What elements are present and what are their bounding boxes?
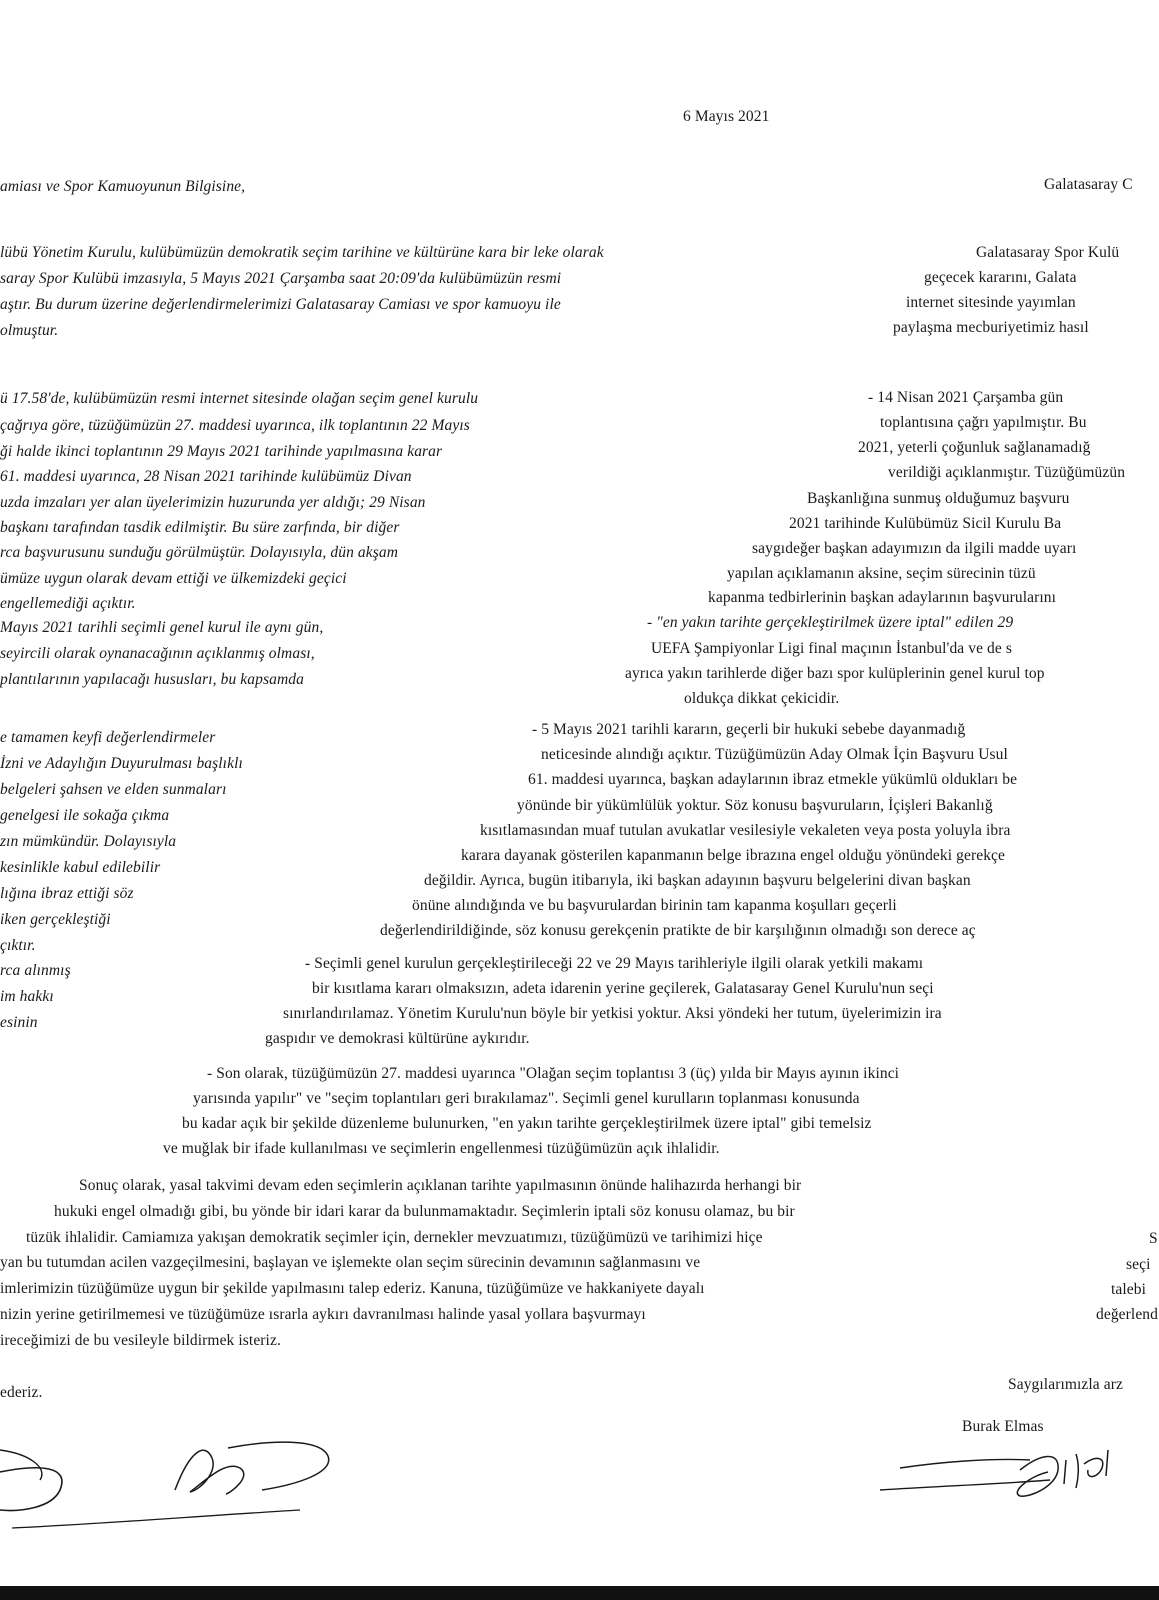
text-line: ümüze uygun olarak devam ettiği ve ülkemizdeki geçici: [0, 570, 347, 587]
text-line: yarısında yapılır" ve "seçim toplantıları geri bırakılamaz". Seçimli genel kurulların toplanması konusunda: [193, 1090, 860, 1107]
text-line: tüzük ihlalidir. Camiamıza yakışan demokratik seçimler için, dernekler mevzuatımızı, tüzüğümüzü ve tarihimizi hiçe: [26, 1229, 763, 1246]
text-line: seyircili olarak oynanacağının açıklanmış olması,: [0, 645, 315, 662]
text-line: seçi: [1126, 1256, 1151, 1273]
text-line: bir kısıtlama kararı olmaksızın, adeta idarenin yerine geçilerek, Galatasaray Genel Kurulu'nun seçi: [312, 980, 934, 997]
text-line: yan bu tutumdan acilen vazgeçilmesini, başlayan ve işlemekte olan seçim sürecinin devamının sağlanmasını ve: [0, 1254, 701, 1271]
text-line: ireceğimizi de bu vesileyle bildirmek isteriz.: [0, 1332, 281, 1349]
text-line: - Seçimli genel kurulun gerçekleştirileceği 22 ve 29 Mayıs tarihleriyle ilgili olarak yetkili makamı: [305, 955, 924, 972]
text-line: ği halde ikinci toplantının 29 Mayıs 2021 tarihinde yapılmasına karar: [0, 443, 443, 460]
text-line: gaspıdır ve demokrasi kültürüne aykırıdır.: [265, 1030, 530, 1047]
text-line: değerlendirildiğinde, söz konusu gerekçenin pratikte de bir karşılığının olmadığı son derece aç: [380, 922, 976, 939]
text-line: başkanı tarafından tasdik edilmiştir. Bu süre zarfında, bir diğer: [0, 519, 400, 536]
text-line: - Son olarak, tüzüğümüzün 27. maddesi uyarınca "Olağan seçim toplantısı 3 (üç) yılda bir Mayıs ayının ikinci: [207, 1065, 900, 1082]
text-line: rca başvurusunu sunduğu görülmüştür. Dolayısıyla, dün akşam: [0, 544, 398, 561]
text-line: oldukça dikkat çekicidir.: [684, 690, 840, 707]
text-line: uzda imzaları yer alan üyelerimizin huzurunda yer aldığı; 29 Nisan: [0, 494, 426, 511]
text-line: 61. maddesi uyarınca, başkan adaylarının ibraz etmekle yükümlü oldukları be: [528, 771, 1018, 788]
text-line: ayrıca yakın tarihlerde diğer bazı spor kulüplerinin genel kurul top: [625, 665, 1045, 682]
text-line: - 14 Nisan 2021 Çarşamba gün: [868, 389, 1064, 406]
text-line: değerlend: [1096, 1306, 1159, 1323]
text-line: im hakkı: [0, 988, 54, 1005]
text-line: imlerimizin tüzüğümüze uygun bir şekilde yapılmasını talep ederiz. Kanuna, tüzüğümüze ve hakkaniyete dayalı: [0, 1280, 705, 1297]
right-signature-image: [880, 1440, 1159, 1510]
text-line: engellemediği açıktır.: [0, 595, 136, 612]
text-line: ü 17.58'de, kulübümüzün resmi internet sitesinde olağan seçim genel kurulu: [0, 390, 479, 407]
text-line: plantılarının yapılacağı hususları, bu kapsamda: [0, 671, 304, 688]
text-line: kısıtlamasından muaf tutulan avukatlar vesilesiyle vekaleten veya posta yoluyla ibra: [480, 822, 1011, 839]
text-line: verildiği açıklanmıştır. Tüzüğümüzün: [888, 464, 1126, 481]
text-line: karara dayanak gösterilen kapanmanın belge ibrazına engel olduğu yönündeki gerekçe: [461, 847, 1006, 864]
text-line: olmuştur.: [0, 322, 59, 339]
salutation-right: Galatasaray C: [1044, 176, 1133, 193]
text-line: - "en yakın tarihte gerçekleştirilmek üzere iptal" edilen 29: [647, 614, 1014, 631]
text-line: 2021 tarihinde Kulübümüz Sicil Kurulu Ba: [789, 515, 1062, 532]
text-line: genelgesi ile sokağa çıkma: [0, 807, 170, 824]
text-line: sınırlandırılamaz. Yönetim Kurulu'nun böyle bir yetkisi yoktur. Aksi yöndeki her tutum, üyelerimizin ira: [283, 1005, 942, 1022]
text-line: kapanma tedbirlerinin başkan adaylarının başvurularını: [708, 589, 1057, 606]
text-line: bu kadar açık bir şekilde düzenleme bulunurken, "en yakın tarihte gerçekleştirilmek üzere iptal" gibi temelsiz: [182, 1115, 872, 1132]
text-line: Başkanlığına sunmuş olduğumuz başvuru: [807, 490, 1070, 507]
text-line: çıktır.: [0, 937, 36, 954]
text-line: S: [1149, 1230, 1158, 1247]
text-line: belgeleri şahsen ve elden sunmaları: [0, 781, 227, 798]
text-line: lübü Yönetim Kurulu, kulübümüzün demokratik seçim tarihine ve kültürüne kara bir leke olarak: [0, 244, 604, 261]
text-line: lığına ibraz ettiği söz: [0, 885, 134, 902]
text-line: talebi: [1111, 1281, 1147, 1298]
text-line: geçecek kararını, Galata: [924, 269, 1077, 286]
text-line: esinin: [0, 1014, 38, 1031]
text-line: Galatasaray Spor Kulü: [976, 244, 1120, 261]
left-signature-image: [0, 1420, 340, 1540]
text-line: paylaşma mecburiyetimiz hasıl: [893, 319, 1089, 336]
text-line: yönünde bir yükümlülük yoktur. Söz konusu başvuruların, İçişleri Bakanlığ: [517, 797, 993, 814]
text-line: e tamamen keyfi değerlendirmeler: [0, 729, 216, 746]
text-line: çağrıya göre, tüzüğümüzün 27. maddesi uyarınca, ilk toplantının 22 Mayıs: [0, 417, 470, 434]
text-line: yapılan açıklamanın aksine, seçim sürecinin tüzü: [727, 565, 1036, 582]
text-line: saygıdeğer başkan adayımızın da ilgili madde uyarı: [752, 540, 1077, 557]
text-line: zın mümkündür. Dolayısıyla: [0, 833, 177, 850]
text-line: rca alınmış: [0, 962, 71, 979]
scan-bottom-edge: [0, 1586, 1159, 1600]
salutation-left: amiası ve Spor Kamuoyunun Bilgisine,: [0, 178, 246, 195]
text-line: internet sitesinde yayımlan: [906, 294, 1076, 311]
text-line: UEFA Şampiyonlar Ligi final maçının İstanbul'da ve de s: [651, 640, 1012, 657]
text-line: Sonuç olarak, yasal takvimi devam eden seçimlerin açıklanan tarihte yapılmasının önünde halihazırda herhangi bir: [79, 1177, 802, 1194]
text-line: - 5 Mayıs 2021 tarihli kararın, geçerli bir hukuki sebebe dayanmadığ: [532, 721, 966, 738]
text-line: hukuki engel olmadığı gibi, bu yönde bir idari karar da bulunmamaktadır. Seçimlerin iptali söz konusu olamaz, bu bir: [54, 1203, 795, 1220]
closing-left: ederiz.: [0, 1384, 43, 1401]
text-line: aştır. Bu durum üzerine değerlendirmelerimizi Galatasaray Camiası ve spor kamuoyu ile: [0, 296, 561, 313]
text-line: kesinlikle kabul edilebilir: [0, 859, 161, 876]
text-line: saray Spor Kulübü imzasıyla, 5 Mayıs 2021 Çarşamba saat 20:09'da kulübümüzün resmi: [0, 270, 562, 287]
closing-right: Saygılarımızla arz: [1008, 1376, 1123, 1393]
text-line: neticesinde alındığı açıktır. Tüzüğümüzün Aday Olmak İçin Başvuru Usul: [541, 746, 1008, 763]
text-line: Mayıs 2021 tarihli seçimli genel kurul ile aynı gün,: [0, 619, 324, 636]
signer-name: Burak Elmas: [962, 1418, 1044, 1435]
text-line: İzni ve Adaylığın Duyurulması başlıklı: [0, 755, 243, 772]
text-line: toplantısına çağrı yapılmıştır. Bu: [880, 414, 1087, 431]
text-line: nizin yerine getirilmemesi ve tüzüğümüze ısrarla aykırı davranılması halinde yasal yollara başvurmayı: [0, 1306, 646, 1323]
letter-date: 6 Mayıs 2021: [683, 108, 770, 125]
text-line: ve muğlak bir ifade kullanılması ve seçimlerin engellenmesi tüzüğümüzün açık ihlalidir.: [163, 1140, 720, 1157]
text-line: önüne alındığında ve bu başvurulardan birinin tam kapanma koşulları geçerli: [412, 897, 897, 914]
text-line: değildir. Ayrıca, bugün itibarıyla, iki başkan adayının başvuru belgelerini divan başkan: [424, 872, 971, 889]
text-line: 2021, yeterli çoğunluk sağlanamadığ: [858, 439, 1091, 456]
text-line: 61. maddesi uyarınca, 28 Nisan 2021 tarihinde kulübümüz Divan: [0, 468, 412, 485]
text-line: iken gerçekleştiği: [0, 911, 111, 928]
